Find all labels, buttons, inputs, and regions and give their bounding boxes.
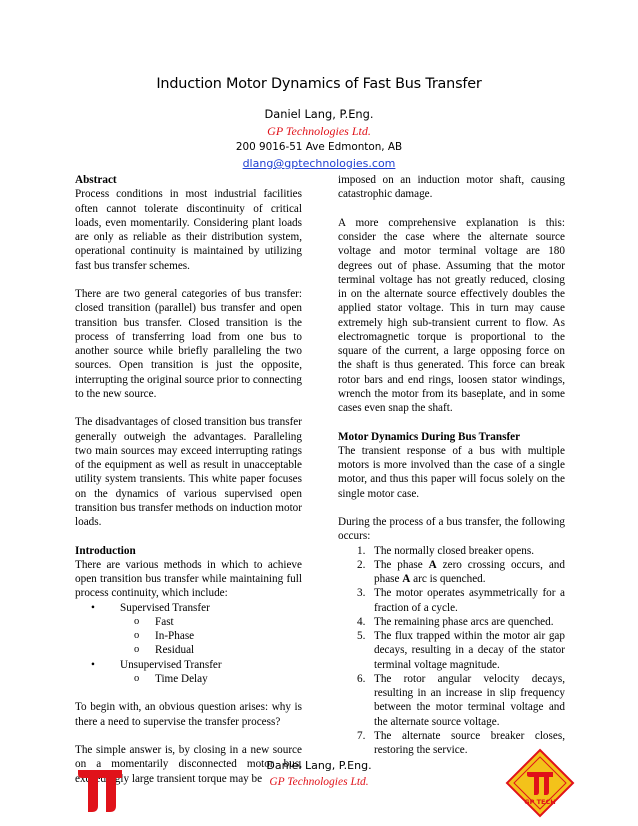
right-column	[338, 173, 565, 757]
list-item: 4. The remaining phase arcs are quenched.	[357, 615, 554, 628]
list-item: 2. The phase A zero crossing occurs, and phase A arc is quenched.	[357, 558, 565, 585]
list-item: o Fast	[120, 615, 302, 629]
email-link[interactable]: dlang@gptechnologies.com	[242, 157, 396, 170]
badge-text: GP TECH	[524, 798, 556, 806]
author-name: Daniel Lang, P.Eng.	[264, 107, 374, 121]
left-column	[75, 173, 302, 786]
transfer-methods-list	[75, 601, 302, 687]
list-item: • Unsupervised Transfer o Time Delay	[75, 658, 302, 687]
intro-paragraph-3: The simple answer is, by closing in a new source on a momentarily disconnected motor bus, exceedingly large transient torque may be	[75, 744, 302, 785]
list-item: • Supervised Transfer o Fast o In-Phase o Residual	[75, 601, 302, 658]
footer-author: Daniel Lang, P.Eng.	[266, 759, 372, 772]
gp-logo-icon	[76, 766, 124, 814]
author-email	[0, 157, 638, 170]
footer-company: GP Technologies Ltd.	[269, 776, 369, 788]
introduction-heading: Introduction	[75, 544, 136, 557]
list-item: 3. The motor operates asymmetrically for a fraction of a cycle.	[357, 587, 565, 614]
list-item: 7. The alternate source breaker closes, restoring the service.	[357, 729, 565, 756]
right-paragraph-2: A more comprehensive explanation is this: consider the case where the alternate source voltage and motor terminal voltage are 180 degrees out of phase. Assuming that the motor terminal voltage has not greatly reduced, closing in on the alternate source effectively doubles the applied stator voltage. This in turn may cause extremely high sub-transient current to flow. As electromagnetic torque is proportional to the square of the current, a large opposing force on the shaft is thus generated. This force can break rotor bars and end rings, loosen stator windings, wrench the motor from its baseplate, and in some cases even snap the shaft.	[338, 216, 565, 414]
gp-tech-badge-icon	[505, 748, 575, 818]
abstract-heading: Abstract	[75, 174, 117, 186]
intro-paragraph-2: To begin with, an obvious question arises: why is there a need to supervise the transfer process?	[75, 701, 302, 728]
list-item: 6. The rotor angular velocity decays, resulting in an increase in slip frequency between the motor terminal voltage and the alternate source voltage.	[357, 672, 565, 728]
right-paragraph-4: During the process of a bus transfer, the following occurs:	[338, 516, 565, 543]
abstract-paragraph-3: The disadvantages of closed transition bus transfer generally outweigh the advantages. Paralleling two main sources may exceed interrupting ratings of the equipment as well as result in unacceptable utility system transients. This white paper focuses on the dynamics of various supervised open transition bus transfer methods on induction motor loads.	[75, 416, 302, 528]
list-item: 1. The normally closed breaker opens.	[357, 544, 534, 557]
list-item: 5. The flux trapped within the motor air gap decays, resulting in a decay of the stator terminal voltage magnitude.	[357, 630, 565, 671]
company-address: 200 9016-51 Ave Edmonton, AB	[235, 141, 403, 153]
abstract-paragraph-1: Process conditions in most industrial facilities often cannot tolerate discontinuity of critical loads, even momentarily. Considering plant loads are only as reliable as their distribution system, operational continuity is maintained by utilizing fast bus transfer schemes.	[75, 188, 302, 272]
list-item: o In-Phase	[120, 629, 302, 643]
company-name: GP Technologies Ltd.	[267, 124, 371, 138]
abstract-paragraph-2: There are two general categories of bus transfer: closed transition (parallel) bus transfer and open transition bus transfer. Closed transition is the process of transferring load from one bus to another source while briefly paralleling the two sources. Open transition is just the opposite, interrupting the original source prior to connecting to the new source.	[75, 288, 302, 400]
motor-dynamics-heading: Motor Dynamics During Bus Transfer	[338, 430, 521, 443]
list-item: o Residual	[120, 643, 302, 657]
right-paragraph-3: The transient response of a bus with multiple motors is more involved than the case of a single motor, and thus this paper will focus solely on the single motor case.	[338, 444, 565, 500]
list-item: o Time Delay	[120, 672, 302, 686]
right-paragraph-1: imposed on an induction motor shaft, causing catastrophic damage.	[338, 174, 565, 201]
intro-paragraph-1: There are various methods in which to achieve open transition bus transfer while maintaining full process continuity, which include:	[75, 558, 302, 600]
transfer-steps-list	[338, 544, 565, 758]
paper-title: Induction Motor Dynamics of Fast Bus Transfer	[156, 76, 482, 92]
